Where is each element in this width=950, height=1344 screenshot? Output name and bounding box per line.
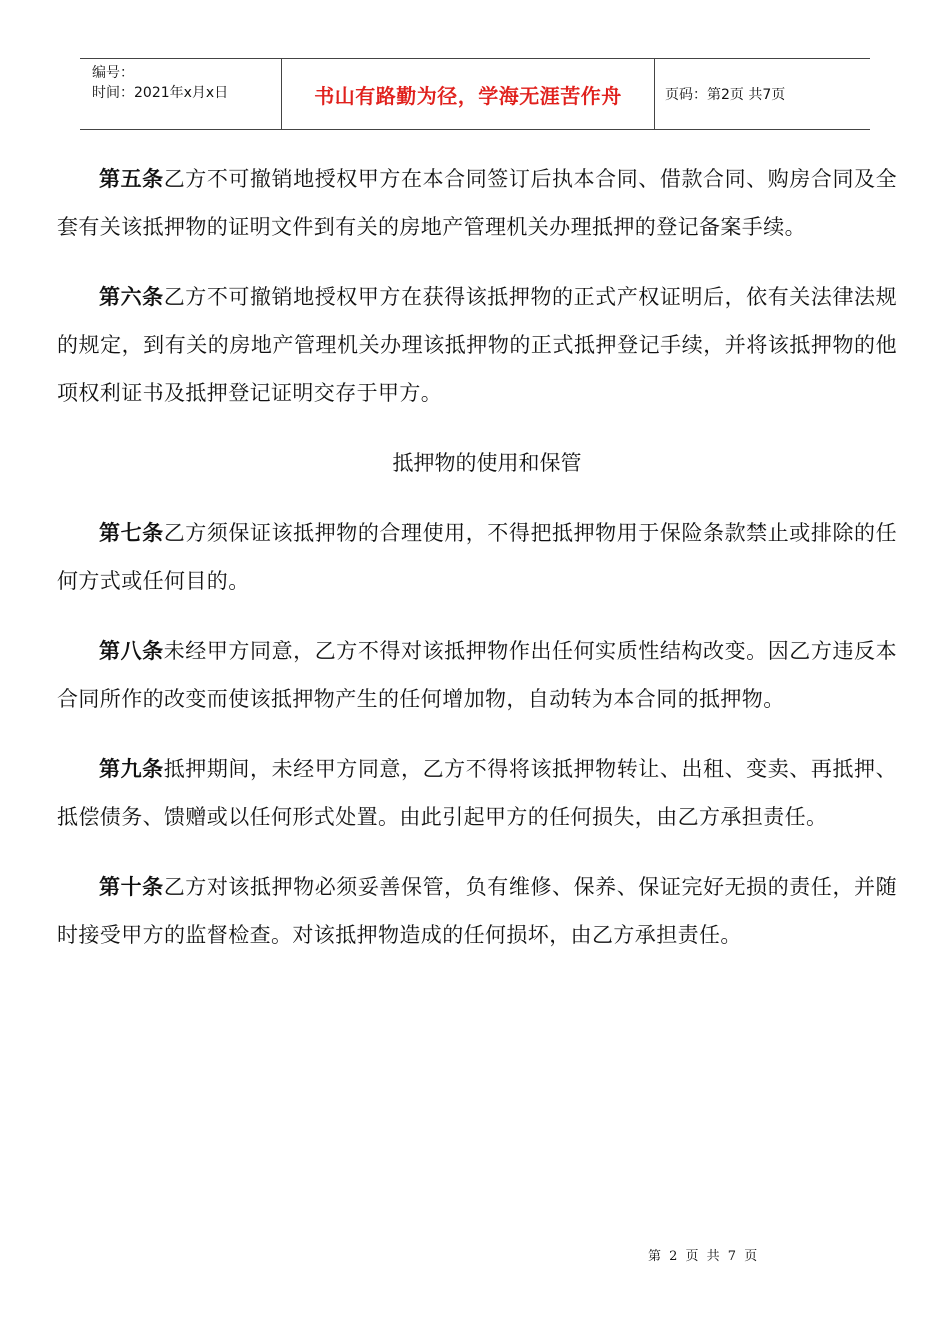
article-text: 抵押期间，未经甲方同意，乙方不得将该抵押物转让、出租、变卖、再抵押、抵偿债务、馈赠或以任何形式处置。由此引起甲方的任何损失，由乙方承担责任。 bbox=[57, 757, 897, 829]
article-label: 第五条 bbox=[99, 167, 164, 191]
document-body bbox=[57, 155, 897, 981]
header-meta bbox=[80, 59, 281, 129]
article-9 bbox=[57, 745, 897, 841]
article-text: 未经甲方同意，乙方不得对该抵押物作出任何实质性结构改变。因乙方违反本合同所作的改变而使该抵押物产生的任何增加物，自动转为本合同的抵押物。 bbox=[57, 639, 897, 711]
article-6 bbox=[57, 273, 897, 417]
article-8 bbox=[57, 627, 897, 723]
article-text: 乙方对该抵押物必须妥善保管，负有维修、保养、保证完好无损的责任，并随时接受甲方的监督检查。对该抵押物造成的任何损坏，由乙方承担责任。 bbox=[57, 875, 897, 947]
document-date: 时间：2021年x月x日 bbox=[92, 85, 229, 101]
article-7 bbox=[57, 509, 897, 605]
document-number-label: 编号： bbox=[92, 65, 134, 81]
article-label: 第六条 bbox=[99, 285, 164, 309]
header-motto: 书山有路勤为径，学海无涯苦作舟 bbox=[281, 59, 655, 129]
article-text: 乙方须保证该抵押物的合理使用，不得把抵押物用于保险条款禁止或排除的任何方式或任何目的。 bbox=[57, 521, 897, 593]
page-footer: 第 2 页 共 7 页 bbox=[648, 1249, 760, 1264]
section-title: 抵押物的使用和保管 bbox=[392, 451, 582, 475]
article-text: 乙方不可撤销地授权甲方在本合同签订后执本合同、借款合同、购房合同及全套有关该抵押物的证明文件到有关的房地产管理机关办理抵押的登记备案手续。 bbox=[57, 167, 897, 239]
document-header bbox=[80, 58, 870, 130]
article-label: 第八条 bbox=[99, 639, 164, 663]
article-label: 第十条 bbox=[99, 875, 164, 899]
article-text: 乙方不可撤销地授权甲方在获得该抵押物的正式产权证明后，依有关法律法规的规定，到有关的房地产管理机关办理该抵押物的正式抵押登记手续，并将该抵押物的他项权利证书及抵押登记证明交存于甲方。 bbox=[57, 285, 897, 405]
header-page-info: 页码：第2页 共7页 bbox=[665, 87, 786, 103]
article-5 bbox=[57, 155, 897, 251]
article-label: 第九条 bbox=[99, 757, 164, 781]
article-10 bbox=[57, 863, 897, 959]
article-label: 第七条 bbox=[99, 521, 164, 545]
